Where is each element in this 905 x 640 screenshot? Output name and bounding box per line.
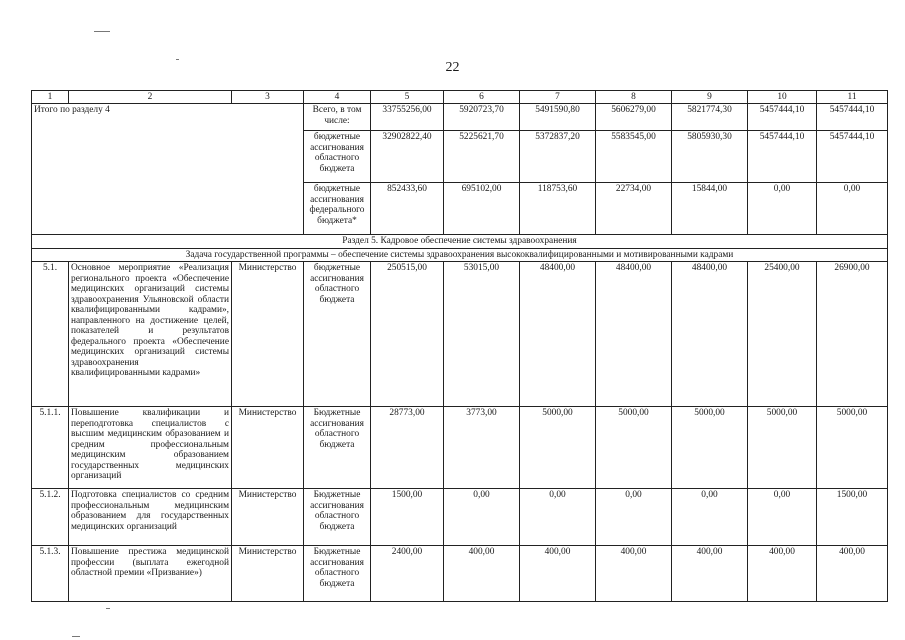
- column-number-row: [32, 91, 888, 104]
- section-title: Раздел 5. Кадровое обеспечение системы здравоохранения: [32, 235, 888, 249]
- total-row: [32, 104, 888, 131]
- amount: 1500,00: [817, 489, 888, 546]
- amount: 5000,00: [748, 407, 817, 489]
- amount: 5457444,10: [748, 104, 817, 131]
- amount: 118753,60: [520, 183, 596, 235]
- amount: 33755256,00: [371, 104, 444, 131]
- column-header: 6: [444, 91, 520, 104]
- scan-speck: [106, 608, 110, 609]
- amount: 695102,00: [444, 183, 520, 235]
- column-header: 9: [672, 91, 748, 104]
- amount: 400,00: [672, 546, 748, 602]
- amount: 2400,00: [371, 546, 444, 602]
- amount: 400,00: [444, 546, 520, 602]
- item-name: Основное мероприятие «Реализация регионального проекта «Обеспечение медицинских организаций системы здравоохранения Ульяновской области квалифицированными кадрами», направленного на достижение целей, показателей и результатов федерального проекта «Обеспечение медицинских организаций системы здравоохранения квалифицированными кадрами»: [69, 262, 232, 407]
- item-name: Повышение престижа медицинской профессии (выплата ежегодной областной премии «Призвание»): [69, 546, 232, 602]
- table-row: [32, 489, 888, 546]
- amount: 53015,00: [444, 262, 520, 407]
- task-title: Задача государственной программы – обеспечение системы здравоохранения высококвалифицированными и мотивированными кадрами: [32, 248, 888, 262]
- amount: 26900,00: [817, 262, 888, 407]
- column-header: 7: [520, 91, 596, 104]
- amount: 0,00: [748, 183, 817, 235]
- item-name: Подготовка специалистов со средним профессиональным медицинским образованием для государственных медицинских организаций: [69, 489, 232, 546]
- amount: 400,00: [748, 546, 817, 602]
- amount: 0,00: [672, 489, 748, 546]
- amount: 5000,00: [817, 407, 888, 489]
- amount: 0,00: [596, 489, 672, 546]
- funding-source: Всего, в том числе:: [304, 104, 371, 131]
- amount: 5000,00: [596, 407, 672, 489]
- amount: 5000,00: [520, 407, 596, 489]
- amount: 5920723,70: [444, 104, 520, 131]
- item-executor: Министерство: [232, 489, 304, 546]
- column-header: 8: [596, 91, 672, 104]
- funding-source: Бюджетные ассигнования областного бюджета: [304, 489, 371, 546]
- table-row: [32, 262, 888, 407]
- amount: 250515,00: [371, 262, 444, 407]
- amount: 852433,60: [371, 183, 444, 235]
- budget-table: [31, 90, 888, 602]
- column-header: 11: [817, 91, 888, 104]
- table-row: [32, 546, 888, 602]
- section-row: [32, 235, 888, 249]
- item-executor: Министерство: [232, 407, 304, 489]
- column-header: 1: [32, 91, 69, 104]
- column-header: 3: [232, 91, 304, 104]
- scan-speck: [94, 31, 110, 32]
- item-executor: Министерство: [232, 546, 304, 602]
- amount: 5606279,00: [596, 104, 672, 131]
- column-header: 5: [371, 91, 444, 104]
- amount: 400,00: [520, 546, 596, 602]
- total-label: Итого по разделу 4: [32, 104, 304, 235]
- scan-speck: [72, 636, 80, 637]
- amount: 32902822,40: [371, 131, 444, 183]
- amount: 5457444,10: [817, 131, 888, 183]
- table-row: [32, 407, 888, 489]
- amount: 0,00: [520, 489, 596, 546]
- amount: 400,00: [817, 546, 888, 602]
- page-number: 22: [445, 60, 460, 75]
- amount: 5372837,20: [520, 131, 596, 183]
- amount: 5225621,70: [444, 131, 520, 183]
- column-header: 4: [304, 91, 371, 104]
- amount: 25400,00: [748, 262, 817, 407]
- column-header: 2: [69, 91, 232, 104]
- item-number: 5.1.: [32, 262, 69, 407]
- amount: 48400,00: [672, 262, 748, 407]
- amount: 0,00: [748, 489, 817, 546]
- amount: 3773,00: [444, 407, 520, 489]
- item-name: Повышение квалификации и переподготовка специалистов с высшим медицинским образованием и средним профессиональным медицинским образованием государственных медицинских организаций: [69, 407, 232, 489]
- amount: 5491590,80: [520, 104, 596, 131]
- item-number: 5.1.1.: [32, 407, 69, 489]
- funding-source: бюджетные ассигнования областного бюджета: [304, 262, 371, 407]
- amount: 0,00: [444, 489, 520, 546]
- amount: 5583545,00: [596, 131, 672, 183]
- amount: 5821774,30: [672, 104, 748, 131]
- task-row: [32, 248, 888, 262]
- funding-source: Бюджетные ассигнования областного бюджета: [304, 546, 371, 602]
- column-header: 10: [748, 91, 817, 104]
- funding-source: Бюджетные ассигнования областного бюджета: [304, 407, 371, 489]
- item-number: 5.1.3.: [32, 546, 69, 602]
- amount: 15844,00: [672, 183, 748, 235]
- amount: 28773,00: [371, 407, 444, 489]
- amount: 22734,00: [596, 183, 672, 235]
- amount: 5805930,30: [672, 131, 748, 183]
- amount: 1500,00: [371, 489, 444, 546]
- item-number: 5.1.2.: [32, 489, 69, 546]
- amount: 0,00: [817, 183, 888, 235]
- amount: 48400,00: [596, 262, 672, 407]
- funding-source: бюджетные ассигнования областного бюджета: [304, 131, 371, 183]
- amount: 5457444,10: [817, 104, 888, 131]
- amount: 400,00: [596, 546, 672, 602]
- item-executor: Министерство: [232, 262, 304, 407]
- amount: 48400,00: [520, 262, 596, 407]
- funding-source: бюджетные ассигнования федерального бюджета*: [304, 183, 371, 235]
- amount: 5000,00: [672, 407, 748, 489]
- amount: 5457444,10: [748, 131, 817, 183]
